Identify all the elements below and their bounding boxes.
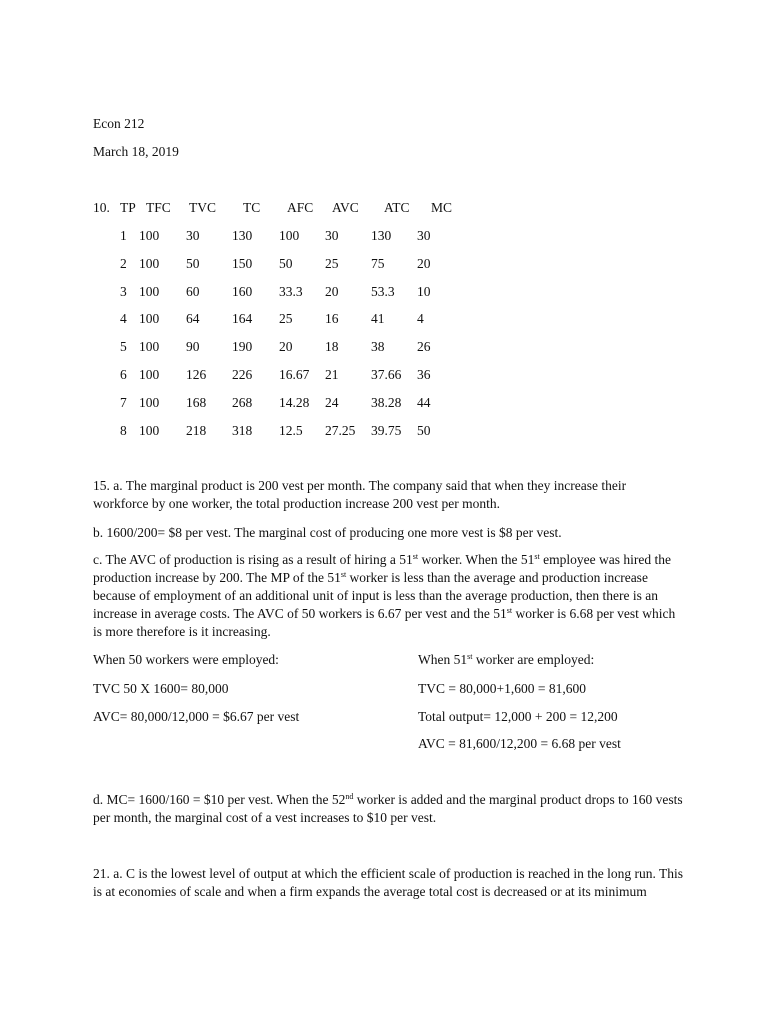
- cell-afc: 14.28: [279, 394, 310, 410]
- table-row: [0, 394, 768, 412]
- calc-right-avc: AVC = 81,600/12,200 = 6.68 per vest: [418, 736, 621, 751]
- cell-tvc: 64: [186, 311, 200, 327]
- cell-afc: 50: [279, 255, 293, 271]
- table-row: [0, 227, 768, 245]
- table-row: [0, 310, 768, 328]
- cell-avc: 25: [325, 255, 339, 271]
- cell-tfc: 100: [139, 311, 160, 327]
- table-row: [0, 366, 768, 384]
- cell-atc: 38: [371, 339, 385, 355]
- cell-tvc: 90: [186, 339, 200, 355]
- cell-afc: 16.67: [279, 367, 310, 382]
- q15-part-b: b. 1600/200= $8 per vest. The marginal cost of producing one more vest is $8 per vest.: [93, 525, 562, 540]
- cell-tp: 4: [120, 311, 127, 327]
- question-number: 10.: [93, 200, 110, 215]
- cell-tc: 164: [232, 311, 253, 327]
- col-header-afc: AFC: [287, 200, 314, 215]
- table-row: [0, 255, 768, 273]
- cell-tc: 268: [232, 394, 253, 410]
- col-header-mc: MC: [431, 200, 453, 215]
- cell-tp: 5: [120, 339, 127, 355]
- calc-left-avc: AVC= 80,000/12,000 = $6.67 per vest: [93, 709, 300, 724]
- cell-tfc: 100: [139, 283, 160, 299]
- cell-avc: 27.25: [325, 422, 356, 438]
- cell-avc: 18: [325, 339, 339, 355]
- document-date: March 18, 2019: [93, 144, 179, 159]
- cell-tp: 1: [120, 228, 127, 243]
- cell-tp: 2: [120, 255, 127, 271]
- q15-part-a: 15. a. The marginal product is 200 vest per month. The company said that when they increase their workforce by one worker, the total production increase 200 vest per month.: [93, 478, 627, 511]
- cell-afc: 20: [279, 339, 293, 355]
- cell-tvc: 218: [186, 422, 207, 438]
- cell-tc: 160: [232, 283, 253, 299]
- col-header-avc: AVC: [332, 200, 359, 215]
- calc-left-heading: When 50 workers were employed:: [93, 652, 279, 667]
- cell-tc: 318: [232, 422, 253, 438]
- cell-atc: 75: [371, 255, 385, 271]
- cell-tp: 7: [120, 394, 127, 410]
- cell-afc: 12.5: [279, 422, 303, 438]
- cell-avc: 21: [325, 367, 339, 382]
- cell-tvc: 60: [186, 283, 200, 299]
- cell-tvc: 168: [186, 394, 207, 410]
- cell-tp: 6: [120, 367, 127, 382]
- cell-mc: 44: [417, 394, 431, 410]
- col-header-tp: TP: [120, 200, 136, 215]
- col-header-tc: TC: [243, 200, 261, 215]
- table-row: [0, 283, 768, 301]
- cell-atc: 41: [371, 311, 385, 327]
- cell-tfc: 100: [139, 367, 160, 382]
- col-header-atc: ATC: [384, 200, 410, 215]
- cell-avc: 30: [325, 228, 339, 243]
- cell-mc: 4: [417, 311, 424, 327]
- course-title: Econ 212: [93, 116, 145, 131]
- table-row: [0, 338, 768, 356]
- table-row: [0, 422, 768, 440]
- cell-tp: 8: [120, 422, 127, 438]
- cell-tvc: 30: [186, 228, 200, 243]
- cell-atc: 38.28: [371, 394, 402, 410]
- q15-part-c: c. The AVC of production is rising as a result of hiring a 51st worker. When the 51st employee was hired the production increase by 200. The MP of the 51st worker is less than the average and production increase because of employment of an additional unit of input is less than the average production, then there is an increase in average costs. The AVC of 50 workers is 6.67 per vest and the 51st worker is 6.68 per vest which is more therefore is it increasing.: [93, 552, 676, 639]
- calc-right-heading: When 51st worker are employed:: [418, 652, 595, 667]
- cell-atc: 37.66: [371, 367, 402, 382]
- q15-part-d: d. MC= 1600/160 = $10 per vest. When the 52nd worker is added and the marginal product drops to 160 vests per month, the marginal cost of a vest increases to $10 per vest.: [93, 792, 683, 825]
- cell-tfc: 100: [139, 339, 160, 355]
- cell-tfc: 100: [139, 228, 160, 243]
- cell-mc: 50: [417, 422, 431, 438]
- cell-tc: 130: [232, 228, 253, 243]
- cell-mc: 26: [417, 339, 431, 355]
- cell-avc: 16: [325, 311, 339, 327]
- cell-tfc: 100: [139, 422, 160, 438]
- cell-avc: 24: [325, 394, 339, 410]
- cell-afc: 33.3: [279, 283, 303, 299]
- cell-tfc: 100: [139, 394, 160, 410]
- col-header-tfc: TFC: [146, 200, 171, 215]
- calc-right-tvc: TVC = 80,000+1,600 = 81,600: [418, 681, 586, 696]
- calc-left-tvc: TVC 50 X 1600= 80,000: [93, 681, 229, 696]
- cell-mc: 30: [417, 228, 431, 243]
- cell-atc: 39.75: [371, 422, 402, 438]
- cell-tc: 226: [232, 367, 253, 382]
- cell-atc: 130: [371, 228, 392, 243]
- cell-tc: 150: [232, 255, 253, 271]
- cell-atc: 53.3: [371, 283, 395, 299]
- cell-afc: 100: [279, 228, 300, 243]
- cell-tvc: 126: [186, 367, 207, 382]
- cell-afc: 25: [279, 311, 293, 327]
- cell-tc: 190: [232, 339, 253, 355]
- cell-mc: 36: [417, 367, 431, 382]
- cell-tp: 3: [120, 283, 127, 299]
- q21-part-a: 21. a. C is the lowest level of output at which the efficient scale of production is reached in the long run. This is at economies of scale and when a firm expands the average total cost is decreased or at its minimum: [93, 866, 683, 899]
- cell-tvc: 50: [186, 255, 200, 271]
- cell-mc: 10: [417, 283, 431, 299]
- cell-avc: 20: [325, 283, 339, 299]
- table-header-row: [0, 199, 768, 217]
- col-header-tvc: TVC: [189, 200, 216, 215]
- cell-mc: 20: [417, 255, 431, 271]
- calc-right-output: Total output= 12,000 + 200 = 12,200: [418, 709, 618, 724]
- cell-tfc: 100: [139, 255, 160, 271]
